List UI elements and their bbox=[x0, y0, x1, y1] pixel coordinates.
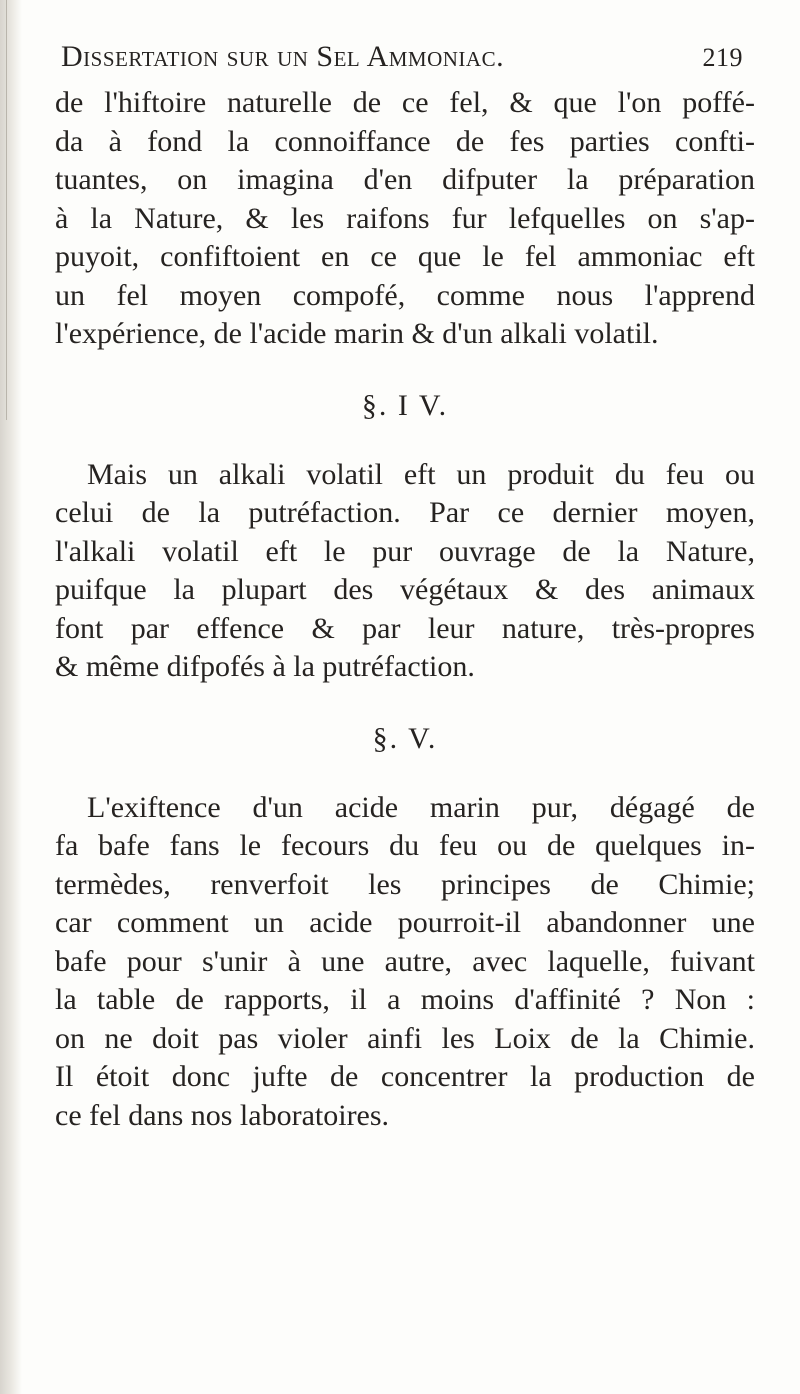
binding-shadow bbox=[0, 0, 22, 1394]
text-line: L'exiftence d'un acide marin pur, dégagé de bbox=[87, 790, 755, 824]
running-head bbox=[61, 40, 755, 80]
text-line: l'alkali volatil eft le pur ouvrage de la Nature, bbox=[55, 534, 755, 568]
paragraph-2 bbox=[55, 456, 755, 687]
text-line: ce fel dans nos laboratoires. bbox=[55, 1098, 390, 1132]
text-line: on ne doit pas violer ainfi les Loix de la Chimie. bbox=[55, 1021, 755, 1055]
text-line: puifque la plupart des végétaux & des animaux bbox=[55, 573, 755, 606]
text-line: à la Nature, & les raifons fur lefquelles on s'ap- bbox=[55, 201, 755, 235]
text-line: Il étoit donc jufte de concentrer la production de bbox=[55, 1060, 755, 1093]
text-line: un fel moyen compofé, comme nous l'apprend bbox=[55, 278, 755, 312]
text-line: fa bafe fans le fecours du feu ou de quelques in- bbox=[55, 829, 755, 862]
page-number: 219 bbox=[702, 43, 743, 72]
book-page bbox=[55, 40, 755, 1135]
text-line: font par effence & par leur nature, très-propres bbox=[55, 611, 755, 645]
text-line: termèdes, renverfoit les principes de Chimie; bbox=[55, 867, 755, 901]
text-line: tuantes, on imagina d'en difputer la préparation bbox=[55, 163, 755, 196]
text-line: puyoit, confiftoient en ce que le fel ammoniac eft bbox=[55, 240, 755, 273]
text-line: l'expérience, de l'acide marin & d'un alkali volatil. bbox=[55, 317, 659, 350]
running-head-title: Dissertation sur un Sel Ammoniac. bbox=[61, 40, 505, 73]
binding-edge-line bbox=[6, 0, 7, 420]
paragraph-3 bbox=[55, 789, 755, 1136]
section-heading-v: §. V. bbox=[372, 721, 438, 755]
text-line: car comment un acide pourroit-il abandonner une bbox=[55, 906, 755, 939]
text-line: celui de la putréfaction. Par ce dernier moyen, bbox=[55, 496, 755, 529]
text-line: de l'hiftoire naturelle de ce fel, & que l'on poffé- bbox=[55, 86, 755, 119]
paragraph-1 bbox=[55, 84, 755, 354]
section-heading-iv: §. I V. bbox=[361, 388, 449, 422]
text-line: la table de rapports, il a moins d'affinité ? Non : bbox=[55, 983, 755, 1016]
text-line: bafe pour s'unir à une autre, avec laquelle, fuivant bbox=[55, 944, 755, 978]
text-line: Mais un alkali volatil eft un produit du feu ou bbox=[87, 457, 755, 491]
text-line: da à fond la connoiffance de fes parties confti- bbox=[55, 124, 755, 158]
text-line: & même difpofés à la putréfaction. bbox=[55, 650, 475, 683]
